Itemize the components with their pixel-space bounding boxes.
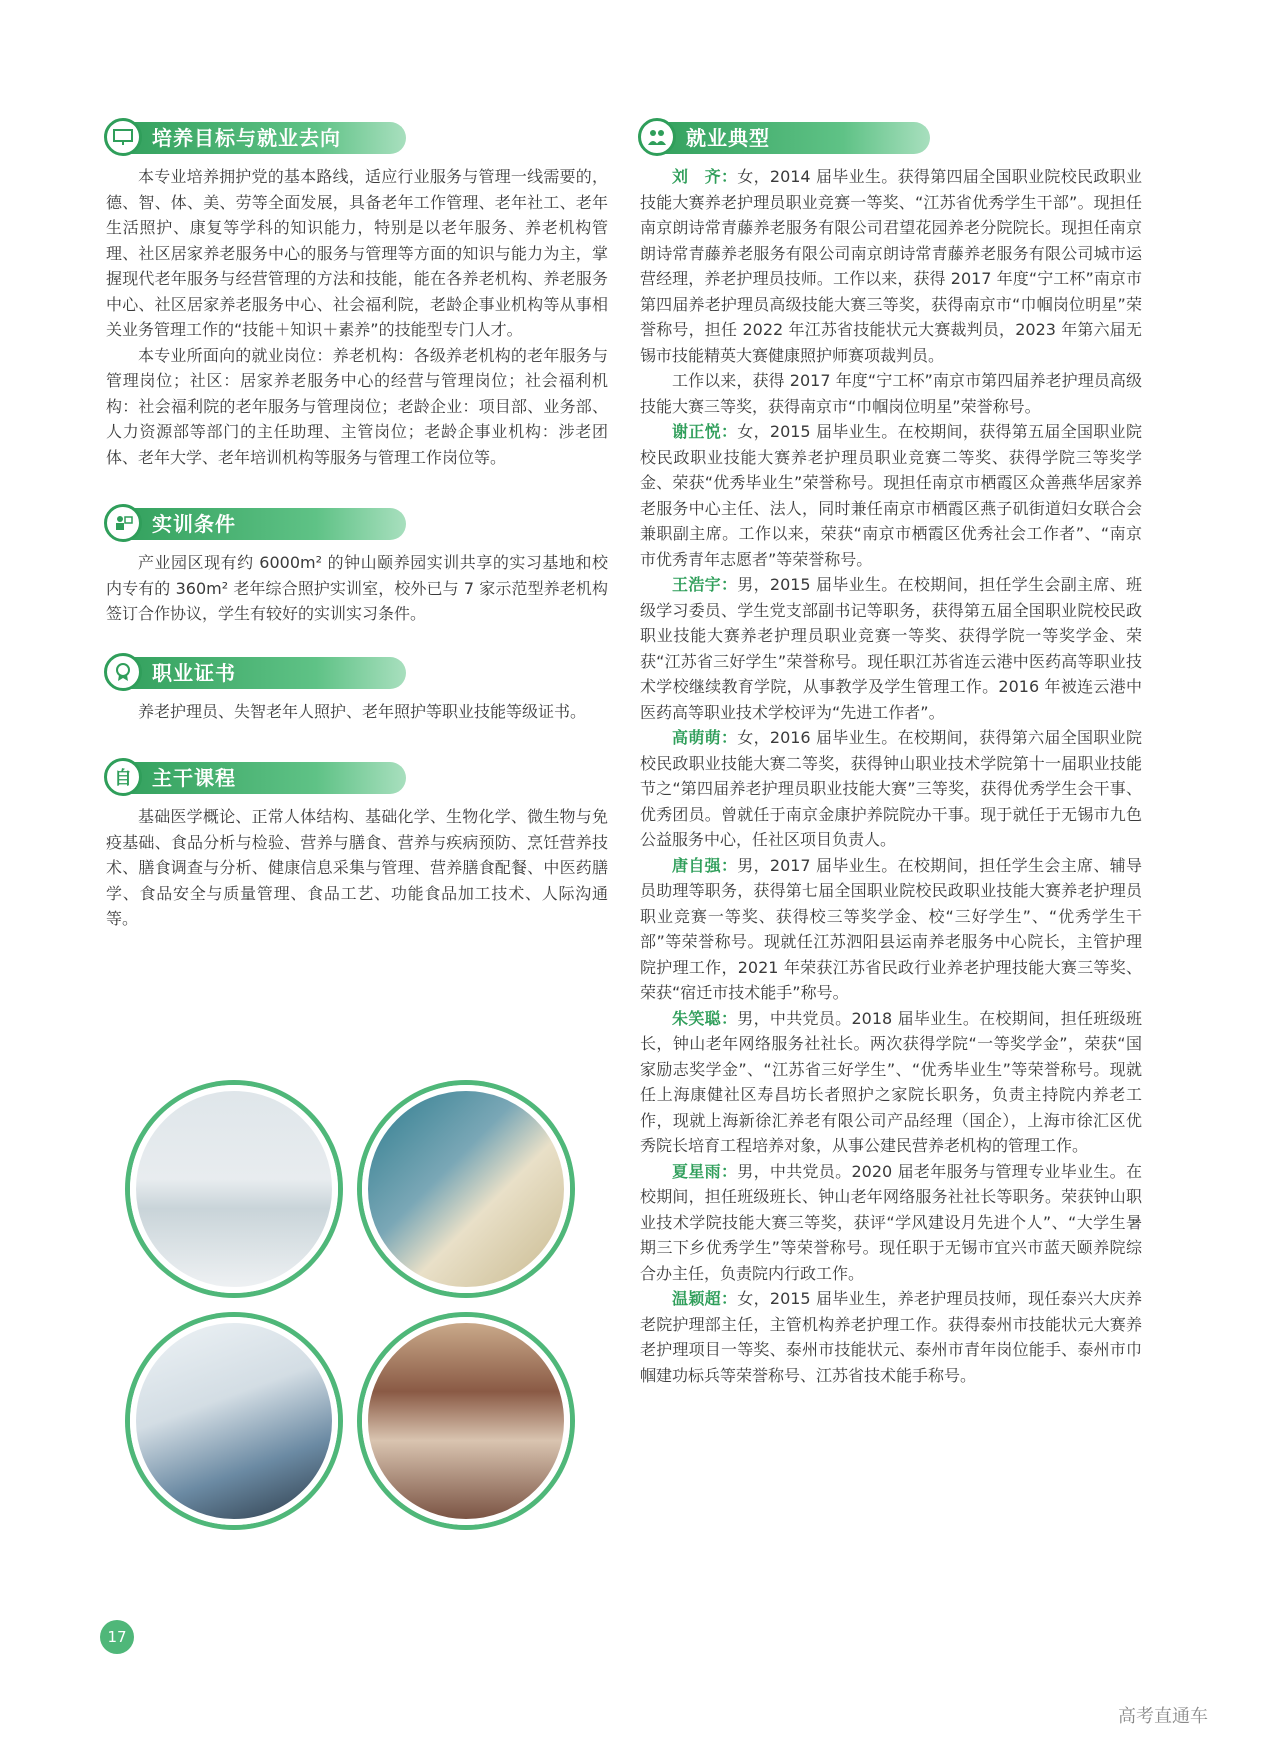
photo-group (130, 1085, 600, 1555)
graduate-name: 唐自强： (672, 855, 738, 875)
graduate-text: 男，2017 届毕业生。在校期间，担任学生会主席、辅导员助理等职务，获得第七届全国职业院校民政职业技能大赛养老护理员职业竞赛一等奖、获得校三等奖学金、校“三好学生”、“优秀学生干部”等荣誉称号。现就任江苏泗阳县运南养老服务中心院长，主管护理院护理工作，2021 年荣获江苏省民政行业养老护理技能大赛三等奖、荣获“宿迁市技术能手”称号。 (640, 855, 1142, 1002)
graduate-text: 女，2015 届毕业生。在校期间，获得第五届全国职业院校民政职业技能大赛养老护理员职业竞赛二等奖、获得学院三等奖学金、荣获“优秀毕业生”荣誉称号。现担任南京市栖霞区众善燕华居家养老服务中心主任、法人，同时兼任南京市栖霞区燕子矶街道妇女联合会兼职副主席。工作以来，荣获“南京市栖霞区优秀社会工作者”、“南京市优秀青年志愿者”等荣誉称号。 (640, 422, 1142, 569)
section-header-courses (106, 762, 406, 794)
graduate-entry (640, 725, 1142, 853)
photo-training-room (130, 1085, 338, 1293)
graduate-text: 男，中共党员。2018 届毕业生。在校期间，担任班级班长，钟山老年网络服务社社长。两次获得学院“一等奖学金”，荣获“国家励志奖学金”、“江苏省三好学生”、“优秀毕业生”等荣誉称号。现就任上海康健社区寿昌坊长者照护之家院长职务，负责主持院内养老工作，现就上海新徐汇养老有限公司产品经理（国企），上海市徐汇区优秀院长培育工程培养对象，从事公建民营养老机构的管理工作。 (640, 1008, 1142, 1155)
goals-paragraph-1: 本专业培养拥护党的基本路线，适应行业服务与管理一线需要的，德、智、体、美、劳等全面发展，具备老年工作管理、老年社工、老年生活照护、康复等学科的知识能力，特别是以老年服务、养老机构管理、社区居家养老服务中心的服务与管理等方面的知识与能力为主，掌握现代老年服务与经营管理的方法和技能，能在各养老机构、养老服务中心、社区居家养老服务中心、社会福利院，老龄企事业机构等从事相关业务管理工作的“技能＋知识＋素养”的技能型专门人才。 (106, 167, 608, 339)
graduate-text: 女，2015 届毕业生，养老护理员技师，现任泰兴大庆养老院护理部主任，主管机构养老护理工作。获得泰州市技能状元大赛养老护理项目一等奖、泰州市技能状元、泰州市青年岗位能手、泰州市巾帼建功标兵等荣誉称号、江苏省技术能手称号。 (640, 1289, 1142, 1385)
training-icon (104, 504, 142, 542)
presentation-icon (104, 118, 142, 156)
graduate-text: 女，2016 届毕业生。在校期间，获得第六届全国职业院校民政职业技能大赛二等奖，获得钟山职业技术学院第十一届职业技能节之“第四届养老护理员职业技能大赛”三等奖，获得优秀学生会干事、优秀团员。曾就任于南京金康护养院院办干事。现于就任于无锡市九色公益服务中心，任社区项目负责人。 (640, 728, 1142, 849)
section-title: 职业证书 (152, 660, 236, 685)
graduate-name: 夏星雨： (672, 1161, 738, 1181)
graduate-entry (640, 853, 1142, 1006)
graduate-name: 刘 齐： (672, 167, 738, 186)
graduate-entry (640, 572, 1142, 725)
certificate-paragraph: 养老护理员、失智老年人照护、老年照护等职业技能等级证书。 (138, 701, 587, 721)
photo-activity-hall (362, 1317, 570, 1525)
medal-icon (104, 653, 142, 691)
graduate-text: 男，中共党员。2020 届老年服务与管理专业毕业生。在校期间，担任班级班长、钟山老年网络服务社社长等职务。荣获钟山职业技术学院技能大赛三等奖，获评“学风建设月先进个人”、“大学生暑期三下乡优秀学生”等荣誉称号。现任职于无锡市宜兴市蓝天颐养院综合办主任，负责院内行政工作。 (640, 1161, 1142, 1283)
people-icon (638, 118, 676, 156)
left-column (106, 122, 608, 932)
graduate-text: 工作以来，获得 2017 年度“宁工杯”南京市第四届养老护理员高级技能大赛三等奖，获得南京市“巾帼岗位明星”荣誉称号。 (640, 371, 1142, 416)
graduate-name: 谢正悦： (672, 422, 738, 441)
section-header-goals (106, 122, 406, 154)
section-header-employment (640, 122, 930, 154)
graduate-entry (640, 368, 1142, 419)
graduate-name: 高萌萌： (672, 728, 738, 747)
graduate-entry (640, 1006, 1142, 1159)
section-title: 就业典型 (686, 126, 770, 150)
graduate-entry (640, 419, 1142, 572)
section-title: 实训条件 (152, 512, 236, 536)
courses-paragraph: 基础医学概论、正常人体结构、基础化学、生物化学、微生物与免疫基础、食品分析与检验、营养与膳食、营养与疾病预防、烹饪营养技术、膳食调查与分析、健康信息采集与管理、营养膳食配餐、中医药膳学、食品安全与质量管理、食品工艺、功能食品加工技术、人际沟通等。 (106, 807, 608, 928)
section-title: 主干课程 (152, 766, 236, 790)
graduate-text: 女，2014 届毕业生。获得第四届全国职业院校民政职业技能大赛养老护理员职业竞赛一等奖、“江苏省优秀学生干部”。现担任南京朗诗常青藤养老服务有限公司君望花园养老分院院长。现担任南京朗诗常青藤养老服务有限公司南京朗诗常青藤养老服务有限公司城市运营经理，养老护理员技师。工作以来，获得 2017 年度“宁工杯”南京市第四届养老护理员高级技能大赛三等奖，获得南京市“巾帼岗位明星”荣誉称号，担任 2022 年江苏省技能状元大赛裁判员，2023 年第六届无锡市技能精英大赛健康照护师赛项裁判员。 (640, 167, 1142, 365)
goals-paragraph-2: 本专业所面向的就业岗位：养老机构：各级养老机构的老年服务与管理岗位；社区：居家养老服务中心的经营与管理岗位；社会福利机构：社会福利院的老年服务与管理岗位；老龄企业：项目部、业务部、人力资源部等部门的主任助理、主管岗位；老龄企事业机构：涉老团体、老年大学、老年培训机构等服务与管理工作岗位等。 (106, 345, 608, 467)
training-paragraph: 产业园区现有约 6000m² 的钟山颐养园实训共享的实习基地和校内专有的 360m² 老年综合照护实训室，校外已与 7 家示范型养老机构签订合作协议，学生有较好的实训实习条件。 (106, 553, 608, 623)
watermark: 高考直通车 (1118, 1706, 1208, 1727)
section-header-training (106, 508, 406, 540)
graduate-name: 王浩宇： (672, 575, 738, 594)
graduate-entry (640, 164, 1142, 368)
photo-textbooks (362, 1085, 570, 1293)
graduate-name: 朱笑聪： (672, 1008, 738, 1028)
photo-rehab-practice (130, 1317, 338, 1525)
page-number: 17 (100, 1620, 134, 1654)
graduate-entry (640, 1286, 1142, 1388)
graduate-entry (640, 1159, 1142, 1287)
section-title: 培养目标与就业去向 (152, 126, 341, 150)
right-column (640, 122, 1142, 1388)
section-header-certificate (106, 657, 406, 689)
graduate-text: 男，2015 届毕业生。在校期间，担任学生会副主席、班级学习委员、学生党支部副书记等职务，获得第五届全国职业院校民政职业技能大赛养老护理员职业竞赛一等奖、获得学院一等奖学金、荣获“江苏省三好学生”荣誉称号。现任职江苏省连云港中医药高等职业技术学校继续教育学院，从事教学及学生管理工作。2016 年被连云港中医药高等职业技术学校评为“先进工作者”。 (640, 575, 1142, 722)
course-icon: 自 (104, 758, 142, 796)
graduate-name: 温颖超： (672, 1289, 738, 1308)
